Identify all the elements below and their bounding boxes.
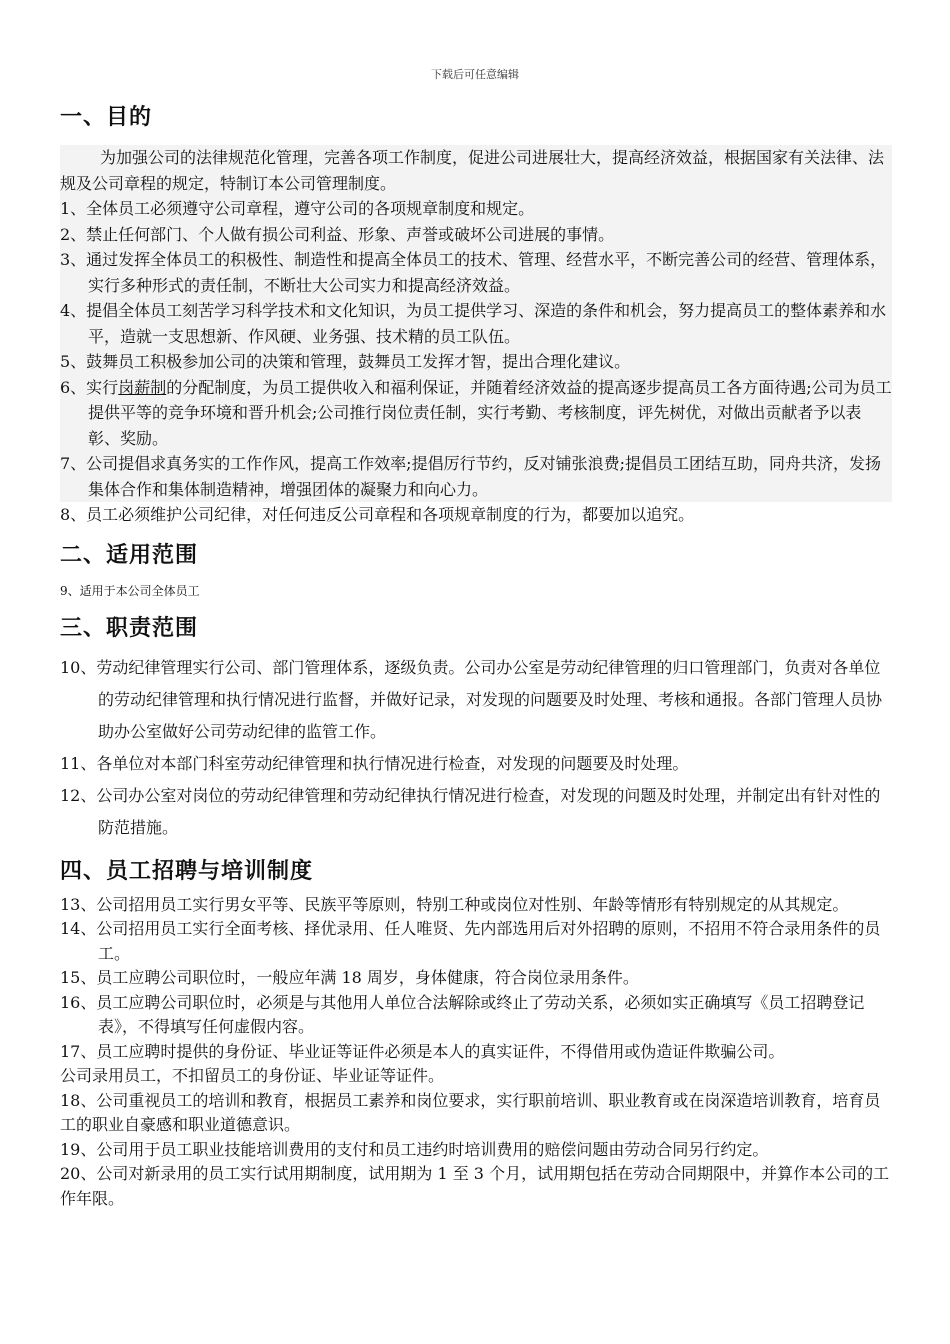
list-item: 5、鼓舞员工积极参加公司的决策和管理，鼓舞员工发挥才智，提出合理化建议。 (60, 352, 631, 371)
item6-text: 的分配制度，为员工提供收入和福利保证，并随着经济效益的提高逐步提高员工各方面待遇;公司为员工提供平等的竞争环境和晋升机会;公司推行岗位责任制，实行考勤、考核制度，评先树优，对做出贡献者予以表彰、奖励。 (88, 377, 892, 448)
list-item: 18、公司重视员工的培训和教育，根据员工素养和岗位要求，实行职前培训、职业教育或在岗深造培训教育，培育员工的职业自豪感和职业道德意识。 (60, 1090, 881, 1134)
list-item-6 (60, 375, 892, 452)
list-item: 19、公司用于员工职业技能培训费用的支付和员工违约时培训费用的赔偿问题由劳动合同另行约定。 (60, 1139, 769, 1159)
section-title-duties: 三、职责范围 (60, 615, 199, 641)
list-item: 20、公司对新录用的员工实行试用期制度，试用期为 1 至 3 个月，试用期包括在劳动合同期限中，并算作本公司的工作年限。 (60, 1164, 890, 1208)
list-item: 2、禁止任何部门、个人做有损公司利益、形象、声誉或破坏公司进展的事情。 (60, 224, 615, 244)
list-item: 3、通过发挥全体员工的积极性、制造性和提高全体员工的技术、管理、经营水平，不断完善公司的经营、管理体系，实行多种形式的责任制，不断壮大公司实力和提高经济效益。 (60, 250, 887, 295)
item6-prefix: 6、实行 (60, 377, 119, 397)
list-item: 17、员工应聘时提供的身份证、毕业证等证件必须是本人的真实证件，不得借用或伪造证件欺骗公司。 (60, 1041, 785, 1061)
list-item: 14、公司招用员工实行全面考核、择优录用、任人唯贤、先内部选用后对外招聘的原则，不招用不符合录用条件的员工。 (60, 919, 881, 963)
list-item: 7、公司提倡求真务实的工作作风，提高工作效率;提倡厉行节约，反对铺张浪费;提倡员工团结互助，同舟共济，发扬集体合作和集体制造精神，增强团体的凝聚力和向心力。 (60, 454, 881, 499)
list-item: 13、公司招用员工实行男女平等、民族平等原则，特别工种或岗位对性别、年龄等情形有特别规定的从其规定。 (60, 894, 849, 914)
list-item: 12、公司办公室对岗位的劳动纪律管理和劳动纪律执行情况进行检查，对发现的问题及时处理，并制定出有针对性的防范措施。 (60, 785, 881, 837)
section-title-recruitment: 四、员工招聘与培训制度 (60, 858, 314, 884)
list-item: 8、员工必须维护公司纪律，对任何违反公司章程和各项规章制度的行为，都要加以追究。 (60, 505, 695, 524)
header-note: 下载后可任意编辑 (431, 68, 519, 81)
list-item: 4、提倡全体员工刻苦学习科学技术和文化知识，为员工提供学习、深造的条件和机会，努力提高员工的整体素养和水平，造就一支思想新、作风硬、业务强、技术精的员工队伍。 (60, 301, 887, 346)
list-item: 9、适用于本公司全体员工 (60, 583, 200, 598)
section-title-purpose: 一、目的 (60, 105, 153, 130)
list-item: 16、员工应聘公司职位时，必须是与其他用人单位合法解除或终止了劳动关系，必须如实正确填写《员工招聘登记表》，不得填写任何虚假内容。 (60, 992, 865, 1036)
document-body (60, 100, 890, 1211)
note-text: 公司录用员工，不扣留员工的身份证、毕业证等证件。 (60, 1066, 445, 1085)
link-gangxinzhi[interactable]: 岗薪制 (118, 377, 167, 397)
purpose-intro: 为加强公司的法律规范化管理，完善各项工作制度，促进公司进展壮大，提高经济效益，根据国家有关法律、法规及公司章程的规定，特制订本公司管理制度。 (60, 148, 885, 193)
list-item: 11、各单位对本部门科室劳动纪律管理和执行情况进行检查，对发现的问题要及时处理。 (60, 753, 689, 773)
purpose-content (60, 145, 892, 502)
list-item: 15、员工应聘公司职位时，一般应年满 18 周岁，身体健康，符合岗位录用条件。 (60, 968, 639, 987)
list-item: 10、劳动纪律管理实行公司、部门管理体系，逐级负责。公司办公室是劳动纪律管理的归口管理部门，负责对各单位的劳动纪律管理和执行情况进行监督，并做好记录，对发现的问题要及时处理、考核和通报。各部门管理人员协助办公室做好公司劳动纪律的监管工作。 (60, 657, 883, 741)
section-title-scope: 二、适用范围 (60, 542, 199, 568)
list-item: 1、全体员工必须遵守公司章程，遵守公司的各项规章制度和规定。 (60, 199, 535, 218)
